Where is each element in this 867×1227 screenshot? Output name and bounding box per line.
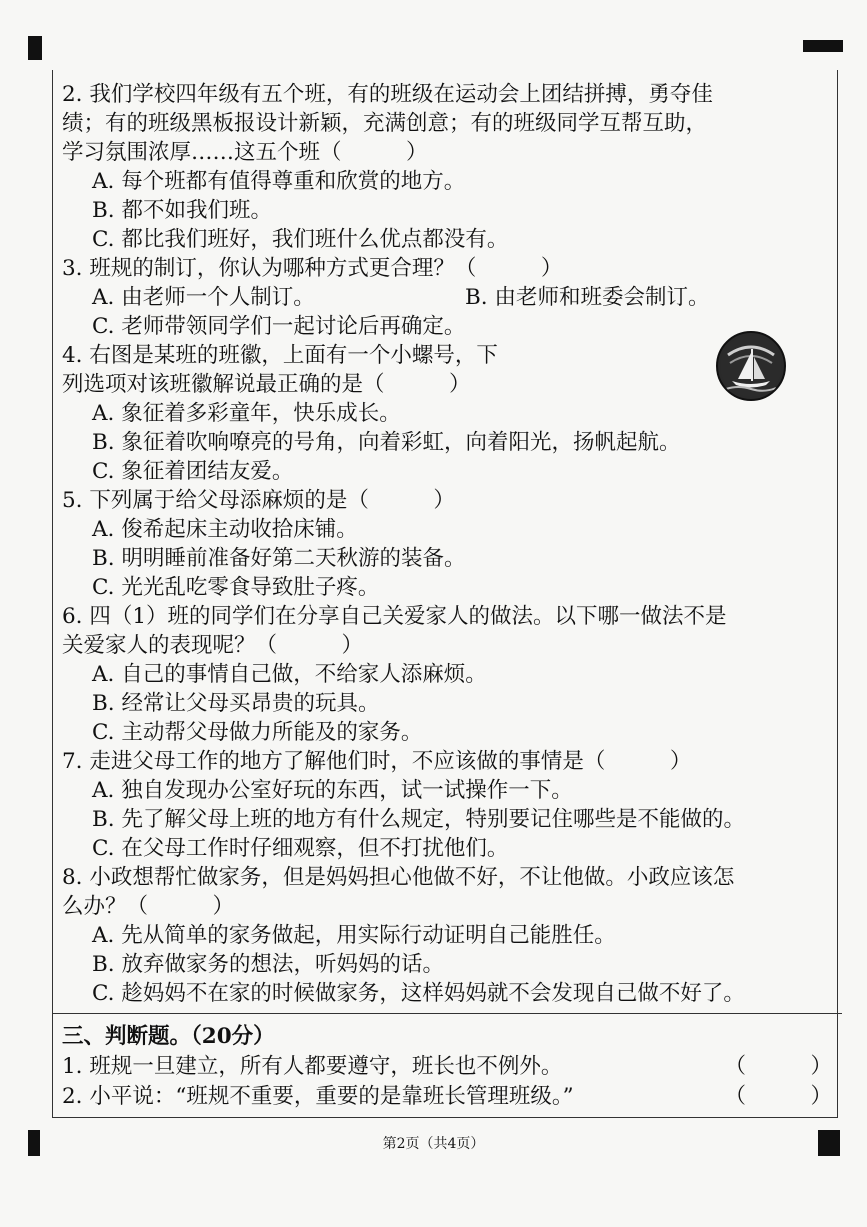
- question-2: [62, 80, 832, 254]
- option-a: A. 先从简单的家务做起，用实际行动证明自己能胜任。: [92, 923, 616, 948]
- registration-mark: [28, 36, 42, 60]
- question-line: 3. 班规的制订，你认为哪种方式更合理？（ ）: [62, 256, 563, 281]
- true-false-item: [62, 1052, 832, 1082]
- option-c: C. 光光乱吃零食导致肚子疼。: [92, 575, 380, 600]
- true-false-item: [62, 1082, 832, 1112]
- question-4: [62, 341, 832, 486]
- question-line: 6. 四（1）班的同学们在分享自己关爱家人的做法。以下哪一做法不是: [62, 604, 727, 629]
- option-a: A. 由老师一个人制订。: [92, 285, 315, 310]
- option-c: C. 老师带领同学们一起讨论后再确定。: [92, 314, 466, 339]
- question-line: 列选项对该班徽解说最正确的是（ ）: [62, 372, 471, 397]
- answer-blank[interactable]: （ ）: [724, 1054, 832, 1079]
- question-8: [62, 863, 832, 1008]
- exam-content: [62, 80, 832, 1112]
- option-a: A. 俊希起床主动收拾床铺。: [92, 517, 358, 542]
- question-5: [62, 486, 832, 602]
- question-line: 学习氛围浓厚……这五个班（ ）: [62, 140, 428, 165]
- statement-text: 2. 小平说：“班规不重要，重要的是靠班长管理班级。”: [62, 1084, 574, 1109]
- option-b: B. 先了解父母上班的地方有什么规定，特别要记住哪些是不能做的。: [92, 807, 745, 832]
- answer-blank[interactable]: （ ）: [724, 1084, 832, 1109]
- option-b: B. 明明睡前准备好第二天秋游的装备。: [92, 546, 466, 571]
- option-a: A. 自己的事情自己做，不给家人添麻烦。: [92, 662, 487, 687]
- option-a: A. 独自发现办公室好玩的东西，试一试操作一下。: [92, 778, 573, 803]
- question-6: [62, 602, 832, 747]
- question-line: 关爱家人的表现呢？（ ）: [62, 633, 364, 658]
- option-a: A. 每个班都有值得尊重和欣赏的地方。: [92, 169, 466, 194]
- option-b: B. 象征着吹响嘹亮的号角，向着彩虹，向着阳光，扬帆起航。: [92, 430, 681, 455]
- option-b: B. 都不如我们班。: [92, 198, 272, 223]
- option-b: B. 放弃做家务的想法，听妈妈的话。: [92, 952, 444, 977]
- page-number: 第2页（共4页）: [382, 1136, 485, 1152]
- statement-text: 1. 班规一旦建立，所有人都要遵守，班长也不例外。: [62, 1054, 563, 1079]
- question-line: 绩；有的班级黑板报设计新颖，充满创意；有的班级同学互帮互助，: [62, 111, 708, 136]
- option-c: C. 主动帮父母做力所能及的家务。: [92, 720, 423, 745]
- section-divider: [52, 1013, 842, 1014]
- option-b: B. 由老师和班委会制订。: [465, 285, 710, 310]
- question-line: 么办？（ ）: [62, 894, 235, 919]
- option-c: C. 趁妈妈不在家的时候做家务，这样妈妈就不会发现自己做不好了。: [92, 981, 745, 1006]
- section-title: 三、判断题。（20分）: [62, 1024, 275, 1049]
- option-row: [62, 283, 832, 312]
- question-line: 8. 小政想帮忙做家务，但是妈妈担心他做不好，不让他做。小政应该怎: [62, 865, 735, 890]
- registration-mark: [803, 40, 843, 52]
- question-3: [62, 254, 832, 341]
- question-line: 7. 走进父母工作的地方了解他们时，不应该做的事情是（ ）: [62, 749, 692, 774]
- option-a: A. 象征着多彩童年，快乐成长。: [92, 401, 401, 426]
- option-c: C. 象征着团结友爱。: [92, 459, 294, 484]
- option-c: C. 都比我们班好，我们班什么优点都没有。: [92, 227, 509, 252]
- section-true-false: [62, 1022, 832, 1112]
- question-line: 5. 下列属于给父母添麻烦的是（ ）: [62, 488, 455, 513]
- question-7: [62, 747, 832, 863]
- question-line: 4. 右图是某班的班徽，上面有一个小螺号，下: [62, 343, 498, 368]
- question-line: 2. 我们学校四年级有五个班，有的班级在运动会上团结拼搏，勇夺佳: [62, 82, 713, 107]
- option-c: C. 在父母工作时仔细观察，但不打扰他们。: [92, 836, 509, 861]
- option-b: B. 经常让父母买昂贵的玩具。: [92, 691, 380, 716]
